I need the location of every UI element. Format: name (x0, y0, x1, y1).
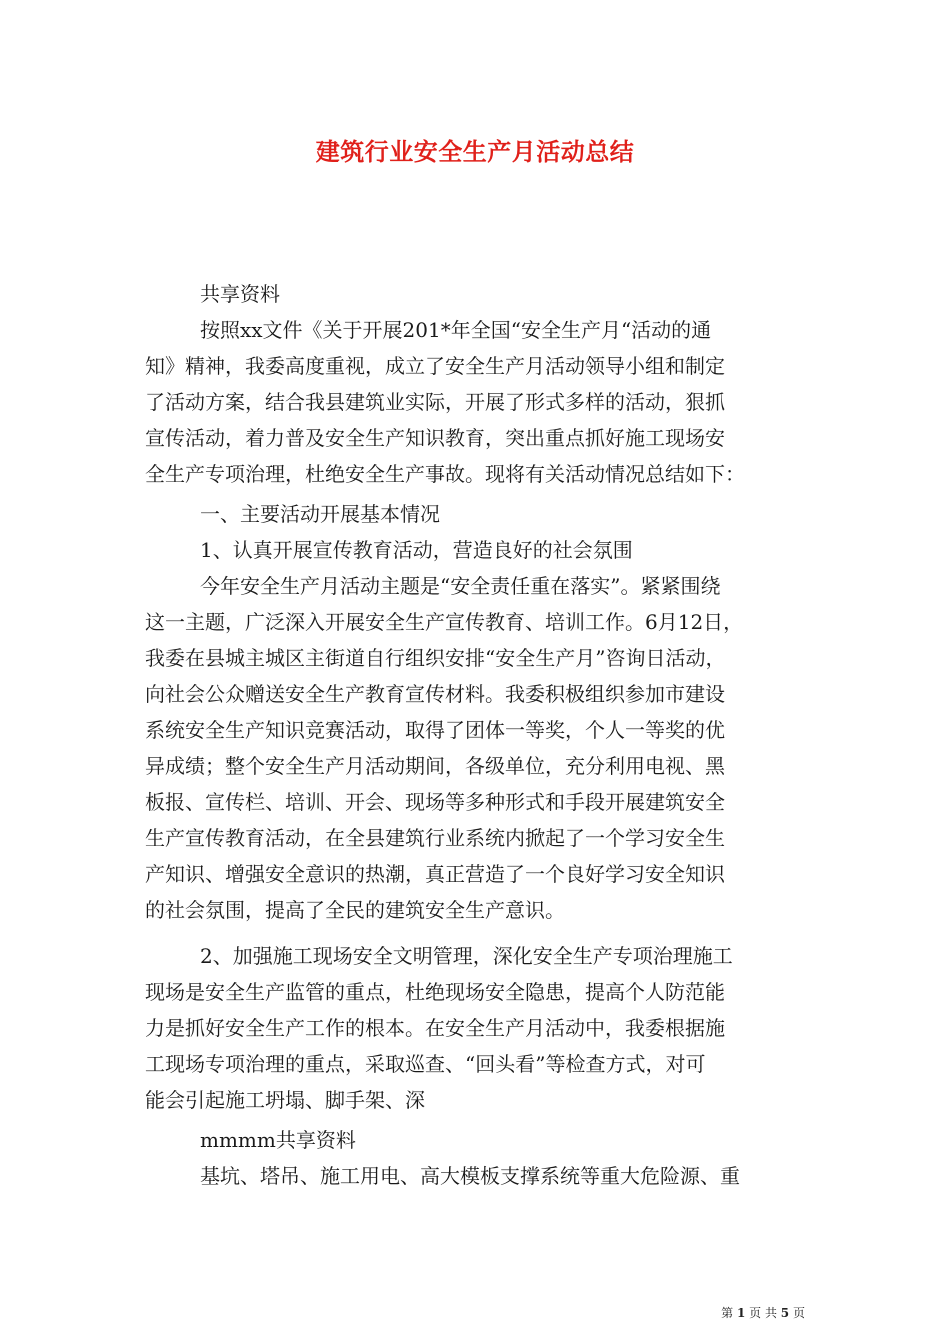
text-line: 了活动方案，结合我县建筑业实际，开展了形式多样的活动，狠抓 (145, 390, 725, 414)
text-line: 力是抓好安全生产工作的根本。在安全生产月活动中，我委根据施 (145, 1016, 725, 1040)
text-line: mmmm共享资料 (200, 1128, 356, 1152)
footer-prefix: 第 (721, 1306, 734, 1320)
text-line: 现场是安全生产监管的重点，杜绝现场安全隐患，提高个人防范能 (145, 980, 725, 1004)
text-line: 基坑、塔吊、施工用电、高大模板支撑系统等重大危险源、重 (200, 1164, 740, 1188)
text-line: 知》精神，我委高度重视，成立了安全生产月活动领导小组和制定 (145, 354, 725, 378)
text-line: 产知识、增强安全意识的热潮，真正营造了一个良好学习安全知识 (145, 862, 725, 886)
text-line: 共享资料 (200, 282, 280, 306)
section-heading: 一、主要活动开展基本情况 (200, 502, 440, 526)
text-line: 系统安全生产知识竞赛活动，取得了团体一等奖，个人一等奖的优 (145, 718, 725, 742)
text-line: 我委在县城主城区主街道自行组织安排“安全生产月”咨询日活动， (145, 646, 726, 670)
text-line: 板报、宣传栏、培训、开会、现场等多种形式和手段开展建筑安全 (145, 790, 725, 814)
text-line: 宣传活动，着力普及安全生产知识教育，突出重点抓好施工现场安 (145, 426, 725, 450)
text-line: 按照xx文件《关于开展201*年全国“安全生产月“活动的通 (200, 318, 712, 342)
text-line: 异成绩；整个安全生产月活动期间，各级单位，充分利用电视、黑 (145, 754, 725, 778)
document-title: 建筑行业安全生产月活动总结 (315, 137, 635, 166)
page-footer (721, 1304, 805, 1321)
text-line: 工现场专项治理的重点，采取巡查、“回头看”等检查方式，对可 (145, 1052, 706, 1076)
total-page-number: 5 (780, 1306, 790, 1320)
subsection-heading: 1、认真开展宣传教育活动，营造良好的社会氛围 (200, 538, 633, 562)
footer-middle: 页 共 (749, 1306, 777, 1320)
text-line: 这一主题，广泛深入开展安全生产宣传教育、培训工作。6月12日， (145, 610, 744, 634)
subsection-heading: 2、加强施工现场安全文明管理，深化安全生产专项治理施工 (200, 944, 733, 968)
text-line: 向社会公众赠送安全生产教育宣传材料。我委积极组织参加市建设 (145, 682, 725, 706)
text-line: 的社会氛围，提高了全民的建筑安全生产意识。 (145, 898, 565, 922)
text-line: 全生产专项治理，杜绝安全生产事故。现将有关活动情况总结如下： (145, 462, 745, 486)
footer-suffix: 页 (792, 1306, 805, 1320)
text-line: 能会引起施工坍塌、脚手架、深 (145, 1088, 425, 1112)
text-line: 今年安全生产月活动主题是“安全责任重在落实”。紧紧围绕 (200, 574, 721, 598)
text-line: 生产宣传教育活动，在全县建筑行业系统内掀起了一个学习安全生 (145, 826, 725, 850)
current-page-number: 1 (736, 1306, 746, 1320)
